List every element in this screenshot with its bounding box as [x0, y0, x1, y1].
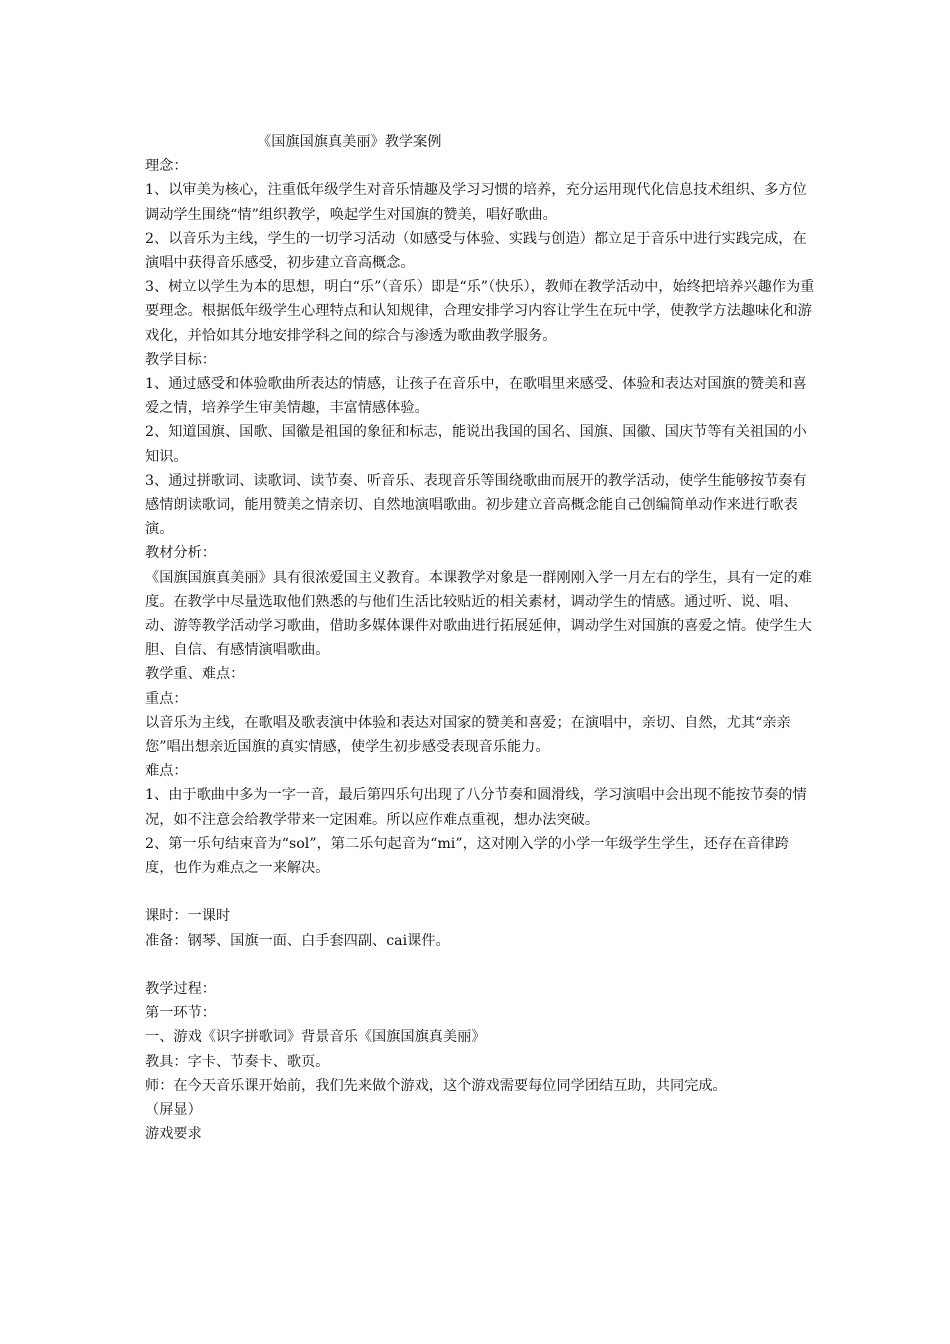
paragraph: 2、知道国旗、国歌、国徽是祖国的象征和标志，能说出我国的国名、国旗、国徽、国庆节等有关祖国的小知识。 [145, 424, 807, 465]
paragraph: 教学重、难点： [145, 666, 245, 683]
paragraph: 教具：字卡、节奏卡、歌页。 [145, 1053, 330, 1070]
paragraph: 第一环节： [145, 1005, 216, 1022]
document-title: 《国旗国旗真美丽》教学案例 [257, 134, 442, 150]
blank-line [145, 880, 815, 904]
paragraph: 师：在今天音乐课开始前，我们先来做个游戏，这个游戏需要每位同学团结互助，共同完成。 [145, 1077, 727, 1094]
paragraph: 《国旗国旗真美丽》具有很浓爱国主义教育。本课教学对象是一群刚刚入学一月左右的学生，具有一定的难度。在教学中尽量选取他们熟悉的与他们生活比较贴近的相关素材，调动学生的情感。通过听、说、唱、动、游等教学活动学习歌曲，借助多媒体课件对歌曲进行拓展延伸，调动学生对国旗的喜爱之情。使学生大胆、自信、有感情演唱歌曲。 [145, 569, 812, 659]
paragraph: 一、游戏《识字拼歌词》背景音乐《国旗国旗真美丽》 [145, 1029, 486, 1046]
blank-line [145, 953, 815, 977]
paragraph: 教学目标： [145, 351, 216, 368]
document-body [145, 130, 815, 1147]
paragraph: 理念： [145, 158, 188, 175]
paragraph: 准备：钢琴、国旗一面、白手套四副、cai课件。 [145, 932, 450, 949]
paragraph: 游戏要求 [145, 1126, 202, 1143]
document-blocks [145, 154, 815, 1146]
paragraph: 重点： [145, 690, 188, 707]
paragraph: 以音乐为主线，在歌唱及歌表演中体验和表达对国家的赞美和喜爱；在演唱中，亲切、自然，尤其“亲亲您”唱出想亲近国旗的真实情感，使学生初步感受表现音乐能力。 [145, 714, 791, 756]
paragraph: 2、第一乐句结束音为“sol”，第二乐句起音为“mi”，这对刚入学的小学一年级学生学生，还存在音律跨度，也作为难点之一来解决。 [145, 835, 789, 877]
paragraph: 课时：一课时 [145, 908, 231, 925]
paragraph: 3、树立以学生为本的思想，明白“乐”（音乐）即是“乐”（快乐），教师在教学活动中，始终把培养兴趣作为重要理念。根据低年级学生心理特点和认知规律，合理安排学习内容让学生在玩中学，使教学方法趣味化和游戏化，并恰如其分地安排学科之间的综合与渗透为歌曲教学服务。 [145, 279, 815, 344]
paragraph: （屏显） [145, 1102, 202, 1119]
paragraph: 教学过程： [145, 981, 216, 998]
paragraph: 难点： [145, 763, 188, 780]
paragraph: 1、以审美为核心，注重低年级学生对音乐情趣及学习习惯的培养，充分运用现代化信息技术组织、多方位调动学生围绕“情”组织教学，唤起学生对国旗的赞美，唱好歌曲。 [145, 182, 807, 223]
paragraph: 教材分析： [145, 545, 216, 562]
paragraph: 2、以音乐为主线，学生的一切学习活动（如感受与体验、实践与创造）都立足于音乐中进行实践完成，在演唱中获得音乐感受，初步建立音高概念。 [145, 230, 807, 272]
paragraph: 1、通过感受和体验歌曲所表达的情感，让孩子在音乐中，在歌唱里来感受、体验和表达对国旗的赞美和喜爱之情，培养学生审美情趣，丰富情感体验。 [145, 376, 807, 417]
paragraph: 3、通过拼歌词、读歌词、读节奏、听音乐、表现音乐等围绕歌曲而展开的教学活动，使学生能够按节奏有感情朗读歌词，能用赞美之情亲切、自然地演唱歌曲。初步建立音高概念能自己创编简单动作来进行歌表演。 [145, 472, 807, 538]
paragraph: 1、由于歌曲中多为一字一音，最后第四乐句出现了八分节奏和圆滑线，学习演唱中会出现不能按节奏的情况，如不注意会给教学带来一定困难。所以应作难点重视，想办法突破。 [145, 787, 807, 828]
